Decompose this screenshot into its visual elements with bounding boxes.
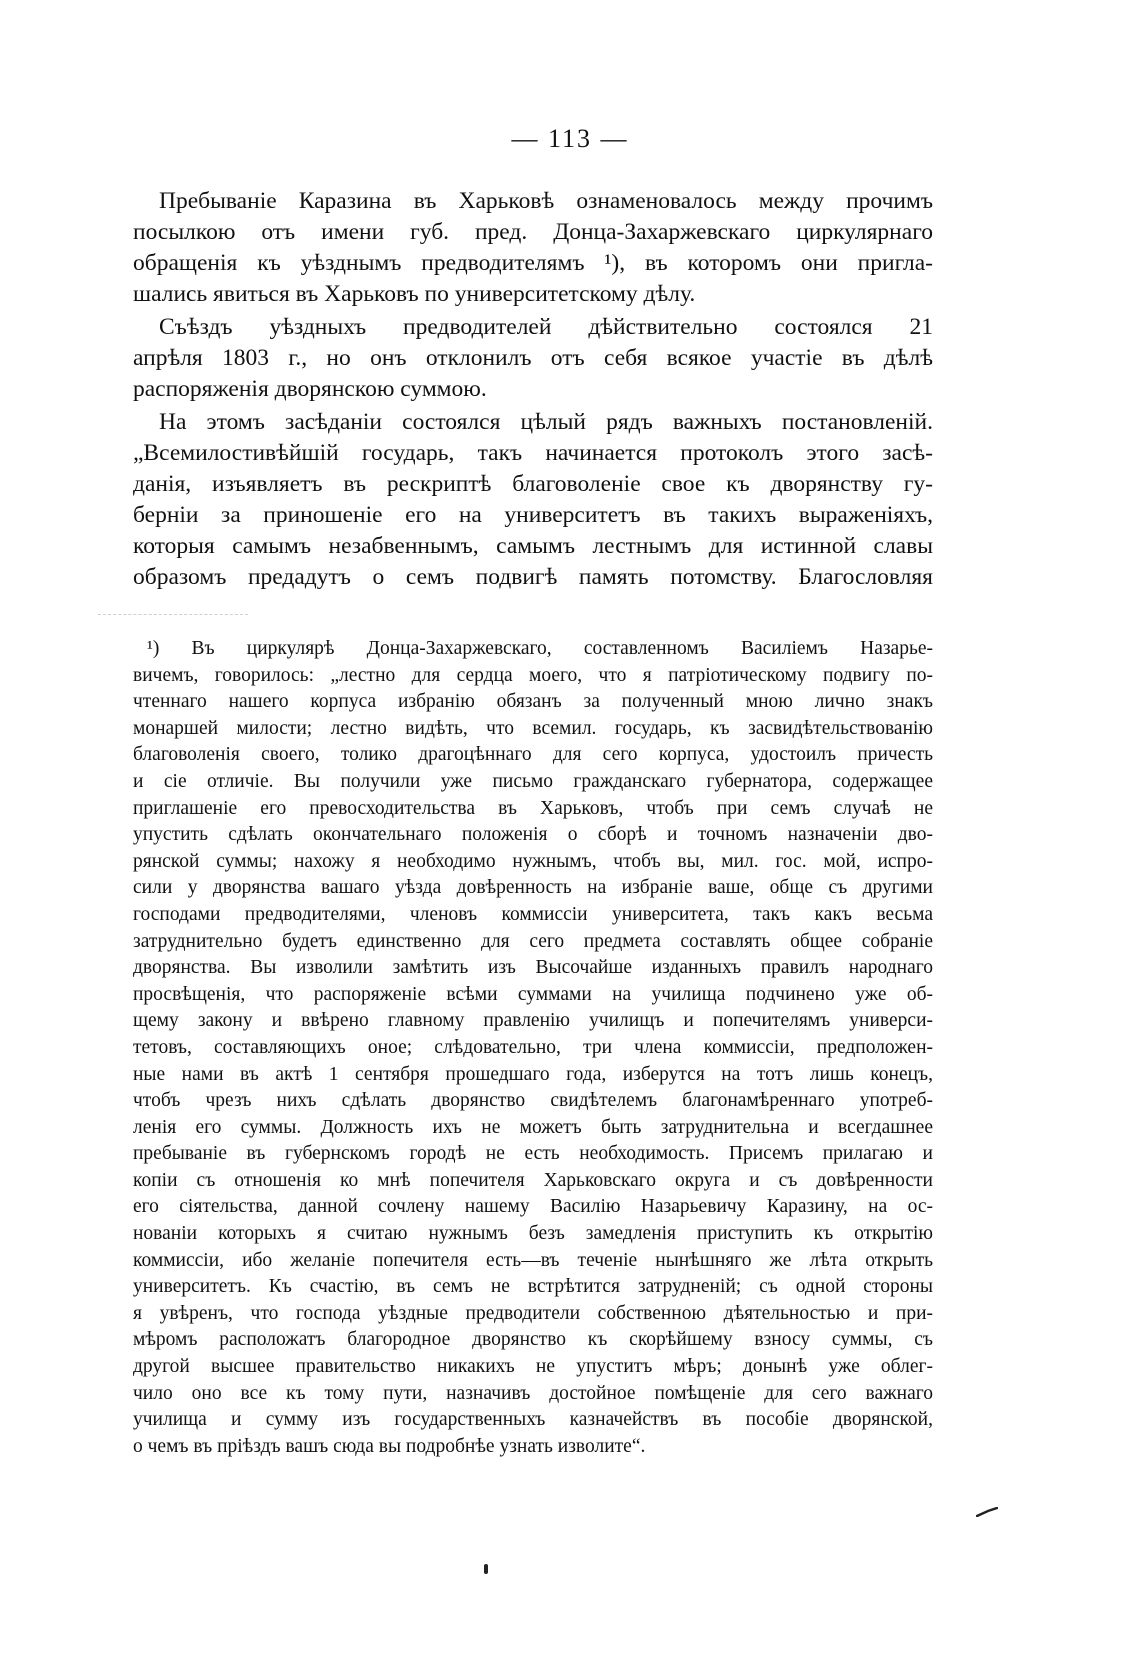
footnote-line: и сіе отличіе. Вы получили уже письмо гражданскаго губернатора, содержащее <box>133 770 933 792</box>
footnote-line: мѣромъ расположатъ благородное дворянство къ скорѣйшему взносу суммы, съ <box>133 1329 933 1351</box>
text-line: которыя самымъ незабвеннымъ, самымъ лестнымъ для истинной славы <box>133 533 933 559</box>
footnote-line: чтобъ чрезъ нихъ сдѣлать дворянство свидѣтелемъ благонамѣреннаго употреб- <box>133 1090 933 1112</box>
footnote-line: сили у дворянства вашаго уѣзда довѣренность на избраніе ваше, обще съ другими <box>133 877 933 899</box>
text-line: Съѣздъ уѣздныхъ предводителей дѣйствительно состоялся 21 <box>159 314 933 340</box>
footnote-line: монаршей милости; лестно видѣть, что всемил. государь, къ засвидѣтельствованію <box>133 717 933 739</box>
footnote-line: господами предводителями, членовъ коммиссіи университета, такъ какъ весьма <box>133 903 933 925</box>
footnote <box>133 636 933 1460</box>
ink-dot <box>484 1564 488 1574</box>
page-number: — 113 — <box>511 124 629 153</box>
footnote-line: пребываніе въ губернскомъ городѣ не есть необходимость. Присемъ прилагаю и <box>133 1143 933 1165</box>
footnote-separator <box>98 614 248 615</box>
footnote-line: ¹) Въ циркулярѣ Донца-Захаржевскаго, составленномъ Василіемъ Назарье- <box>147 638 933 659</box>
footnote-line: рянской суммы; нахожу я необходимо нужнымъ, чтобъ вы, мил. гос. мой, испро- <box>133 850 933 872</box>
footnote-line: коммиссіи, ибо желаніе попечителя есть—въ теченіе нынѣшняго же лѣта открыть <box>133 1249 933 1271</box>
text-line: „Всемилостивѣйшій государь, такъ начинается протоколъ этого засѣ- <box>133 440 933 466</box>
footnote-line: просвѣщенія, что распоряженіе всѣми суммами на училища подчинено уже об- <box>133 983 933 1005</box>
footnote-line: училища и сумму изъ государственныхъ казначействъ въ пособіе дворянской, <box>133 1409 933 1431</box>
text-line: апрѣля 1803 г., но онъ отклонилъ отъ себя всякое участіе въ дѣлѣ <box>133 345 933 371</box>
text-line: данія, изъявляетъ въ рескриптѣ благоволеніе свое къ дворянству гу- <box>133 471 933 497</box>
footnote-line: затруднительно будетъ единственно для сего предмета составлять общее собраніе <box>133 930 933 952</box>
footnote-line: другой высшее правительство никакихъ не упуститъ мѣръ; донынѣ уже облег- <box>133 1356 933 1378</box>
text-line: обращенія къ уѣзднымъ предводителямъ ¹), въ которомъ они пригла- <box>133 250 933 276</box>
text-line: Пребываніе Каразина въ Харьковѣ ознаменовалось между прочимъ <box>159 188 933 214</box>
footnote-line: дворянства. Вы изволили замѣтить изъ Высочайше изданныхъ правилъ народнаго <box>133 957 933 979</box>
footnote-line: тетовъ, составляющихъ оное; слѣдовательно, три члена коммиссіи, предположен- <box>133 1036 933 1058</box>
footnote-line: копіи съ отношенія ко мнѣ попечителя Харьковскаго округа и съ довѣренности <box>133 1169 933 1191</box>
footnote-line: я увѣренъ, что господа уѣздные предводители собственною дѣятельностью и при- <box>133 1302 933 1324</box>
footnote-line: нованіи которыхъ я считаю нужнымъ безъ замедленія приступить къ открытію <box>133 1223 933 1245</box>
text-line: берніи за приношеніе его на университетъ въ такихъ выраженіяхъ, <box>133 502 933 528</box>
footnote-line: благоволенія своего, толико драгоцѣннаго для сего корпуса, удостоилъ причесть <box>133 744 933 766</box>
footnote-line: ленія его суммы. Должность ихъ не можетъ быть затруднительна и всегдашнее <box>133 1116 933 1138</box>
footnote-line: университетъ. Къ счастію, въ семъ не встрѣтится затрудненій; съ одной стороны <box>133 1276 933 1298</box>
footnote-line: щему закону и ввѣрено главному правленію училищъ и попечителямъ универси- <box>133 1010 933 1032</box>
text-line: распоряженія дворянскою суммою. <box>133 376 487 402</box>
footnote-line: чтеннаго нашего корпуса избранію обязанъ за полученный мною лично знакъ <box>133 691 933 713</box>
footnote-line: упустить сдѣлать окончательнаго положенія о сборѣ и точномъ назначеніи дво- <box>133 824 933 846</box>
ink-mark <box>976 1507 998 1517</box>
footnote-line: вичемъ, говорилось: „лестно для сердца моего, что я патріотическому подвигу по- <box>133 664 933 686</box>
text-line: На этомъ засѣданіи состоялся цѣлый рядъ важныхъ постановленій. <box>159 409 933 435</box>
footnote-line: чило оно все къ тому пути, назначивъ достойное помѣщеніе для сего важнаго <box>133 1382 933 1404</box>
footnote-line: приглашеніе его превосходительства въ Харьковъ, чтобъ при семъ случаѣ не <box>133 797 933 819</box>
main-text <box>133 186 933 593</box>
footnote-line: ные нами въ актѣ 1 сентября прошедшаго года, изберутся на тотъ лишь конецъ, <box>133 1063 933 1085</box>
text-line: шались явиться въ Харьковъ по университетскому дѣлу. <box>133 281 696 307</box>
footnote-line: его сіятельства, данной сочлену нашему Василію Назарьевичу Каразину, на ос- <box>133 1196 933 1218</box>
text-line: посылкою отъ имени губ. пред. Донца-Захаржевскаго циркулярнаго <box>133 219 933 245</box>
footnote-line: о чемъ въ пріѣздъ вашъ сюда вы подробнѣе узнать изволите“. <box>133 1435 646 1457</box>
text-line: образомъ предадутъ о семъ подвигѣ память потомству. Благословляя <box>133 564 933 590</box>
